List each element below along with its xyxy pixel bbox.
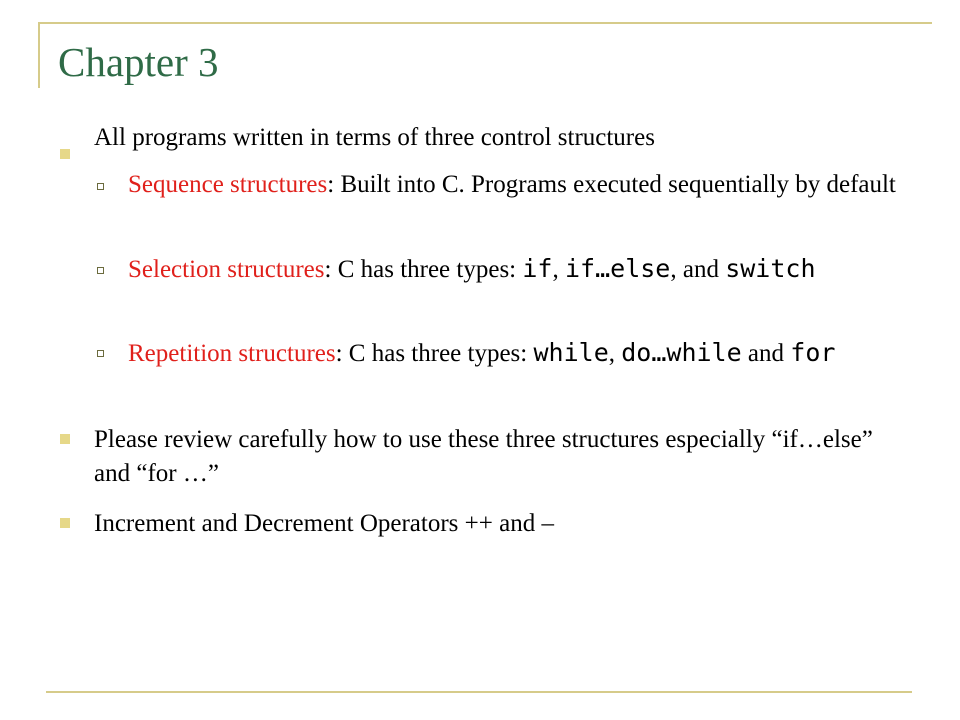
term-repetition: Repetition structures: [128, 340, 336, 367]
bullet-item-1: All programs written in terms of three control structures: [94, 124, 655, 151]
keyword-if-else: if…else: [564, 254, 671, 283]
keyword-if: if: [522, 254, 553, 283]
bullet-square-icon: [60, 149, 70, 159]
sub-bullet-square-icon: [97, 267, 104, 274]
sub-bullet-square-icon: [97, 350, 104, 357]
bullet-item-3: Increment and Decrement Operators ++ and –: [94, 510, 554, 537]
slide-title: Chapter 3: [58, 39, 219, 85]
sub-bullet-item-3: Repetition structures: C has three types: while, do…while and for: [128, 338, 836, 367]
sub-bullet-item-1: Sequence structures: Built into C. Programs executed sequentially by default: [128, 171, 896, 198]
sub-bullet-item-2: Selection structures: C has three types: if, if…else, and switch: [128, 254, 816, 283]
term-selection: Selection structures: [128, 256, 325, 283]
bullet-item-2: Please review carefully how to use these three structures especially “if…else” and “for …”: [94, 426, 873, 487]
keyword-while: while: [533, 338, 609, 367]
keyword-for: for: [790, 338, 836, 367]
bullet-square-icon: [60, 434, 70, 444]
keyword-do-while: do…while: [621, 338, 742, 367]
term-sequence: Sequence structures: [128, 171, 328, 198]
sub-bullet-square-icon: [97, 183, 104, 190]
keyword-switch: switch: [725, 254, 816, 283]
bullet-square-icon: [60, 518, 70, 528]
